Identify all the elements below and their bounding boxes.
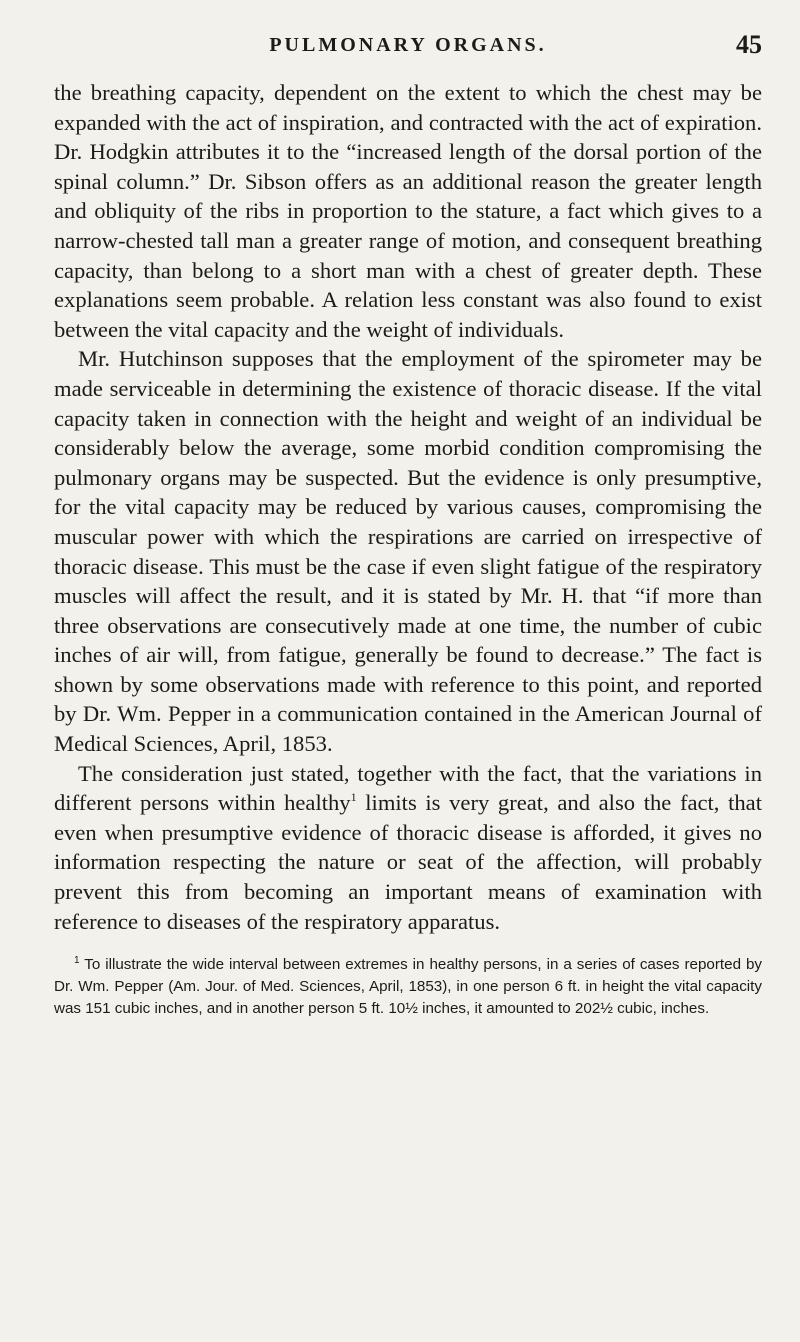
footnote-text: To illustrate the wide interval between extremes in healthy persons, in a series of cases reported by Dr. Wm. Pepper (Am. Jour. of Med. Sciences, April, 1853), in one person 6 ft. in height the vital capacity was 151 cubic inches, and in another person 5 ft. 10½ inches, it amounted to 202½ cubic, inches.: [54, 956, 763, 1018]
running-head: [54, 28, 762, 68]
paragraph-conclusion: [54, 759, 762, 937]
footnote-marker: 1: [74, 955, 80, 967]
paragraph-continuation: the breathing capacity, dependent on the extent to which the chest may be expanded with the act of inspiration, and contracted with the act of expiration. Dr. Hodgkin attributes it to the “increased length of the dorsal portion of the spinal column.” Dr. Sibson offers as an additional reason the greater length and obliquity of the ribs in proportion to the stature, a fact which gives to a narrow-chested tall man a greater range of motion, and consequent breathing capacity, than belong to a short man with a chest of greater depth. These explanations seem probable. A relation less constant was also found to exist between the vital capacity and the weight of individuals.: [54, 80, 762, 342]
footnote: [54, 954, 762, 1020]
paragraph-conclusion-start: The consideration just stated, together with the fact, that the variations in different persons within healthy: [54, 760, 762, 816]
paragraph-conclusion-end: limits is very great, and also the fact, that even when presumptive evidence of thoracic disease is afforded, it gives no information respecting the nature or seat of the affection, will probably prevent this from becoming an important means of examination with reference to diseases of the respiratory apparatus.: [54, 790, 762, 934]
running-title: PULMONARY ORGANS.: [269, 34, 547, 56]
body-text: [54, 78, 762, 936]
paragraph-spirometer: Mr. Hutchinson supposes that the employment of the spirometer may be made serviceable in determining the existence of thoracic disease. If the vital capacity taken in connection with the height and weight of an individual be considerably below the average, some morbid condition compromising the pulmonary organs may be suspected. But the evidence is only presumptive, for the vital capacity may be reduced by various causes, compromising the muscular power with which the respirations are carried on irrespective of thoracic disease. This must be the case if even slight fatigue of the respiratory muscles will affect the result, and it is stated by Mr. H. that “if more than three observations are consecutively made at one time, the number of cubic inches of air will, from fatigue, generally be found to decrease.” The fact is shown by some observations made with reference to this point, and reported by Dr. Wm. Pepper in a communication contained in the American Journal of Medical Sciences, April, 1853.: [54, 346, 762, 757]
footnote-reference: 1: [350, 790, 357, 805]
page-number: 45: [736, 30, 762, 59]
